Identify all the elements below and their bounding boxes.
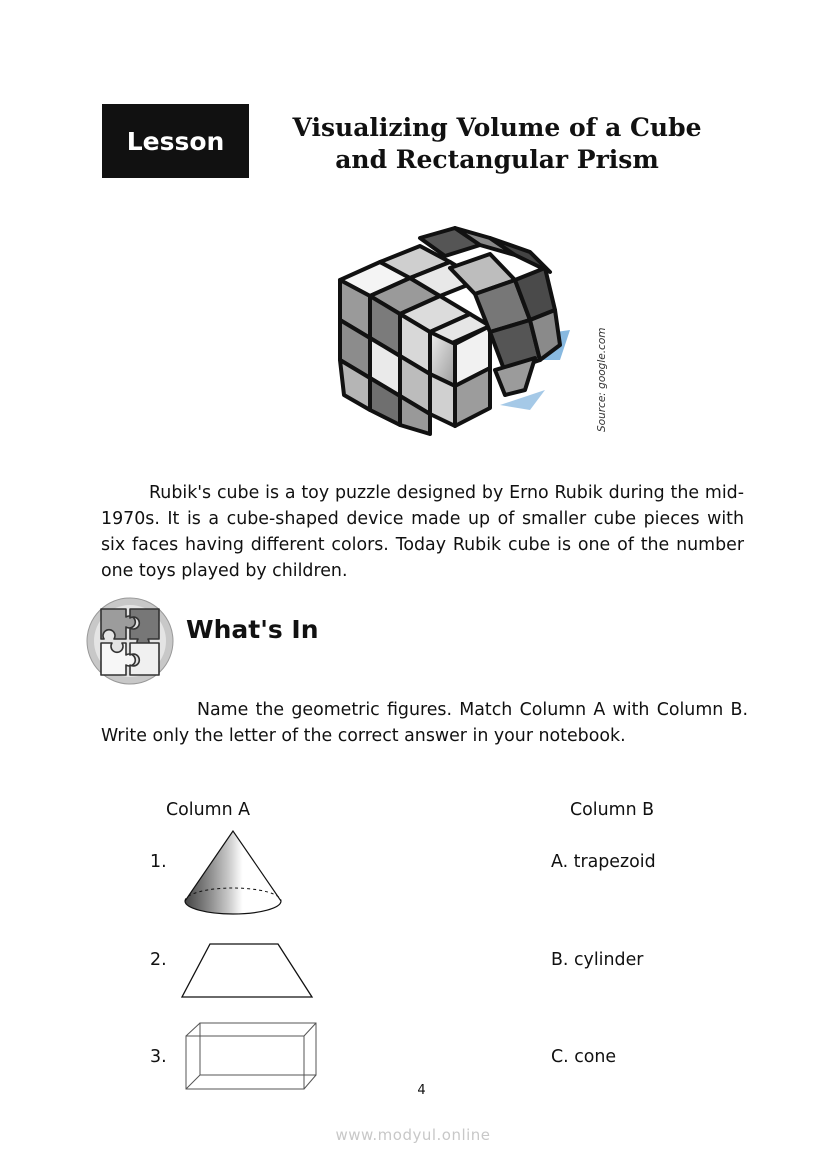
lesson-title [270,112,724,176]
answer-option: A. trapezoid [551,852,656,872]
puzzle-icon [86,595,174,687]
lesson-label: Lesson [102,104,249,178]
trapezoid-figure [180,940,316,1004]
cone-figure [182,828,284,924]
intro-paragraph [101,480,744,584]
answer-option: C. cone [551,1047,617,1067]
title-line-1: Visualizing Volume of a Cube [292,113,702,142]
section-heading: What's In [186,615,319,644]
item-number: 3. [150,1047,167,1067]
page-number: 4 [417,1083,426,1098]
item-number: 2. [150,950,167,970]
title-line-2: and Rectangular Prism [335,145,659,174]
answer-option: B. cylinder [551,950,644,970]
watermark: www.modyul.online [335,1126,491,1144]
column-b-heading: Column B [570,800,655,820]
rubiks-cube-image [330,220,580,440]
instructions [101,697,748,749]
intro-text: Rubik's cube is a toy puzzle designed by Erno Rubik during the mid-1970s. It is a cube-shaped device made up of smaller cube pieces with six faces having different colors. Today Rubik cube is one of the number one toys played by children. [101,483,744,581]
item-number: 1. [150,852,167,872]
instructions-text: Name the geometric figures. Match Column A with Column B. Write only the letter of the correct answer in your notebook. [101,700,748,746]
column-a-heading: Column A [166,800,251,820]
image-source-credit: Source: google.com [596,327,608,432]
